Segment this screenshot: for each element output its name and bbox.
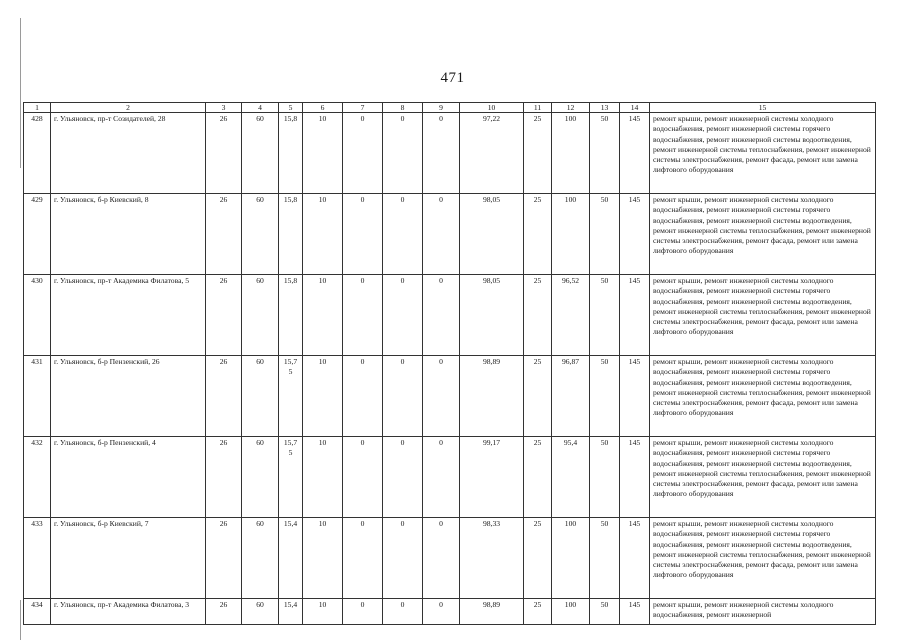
column-header: 2	[51, 103, 206, 113]
column-header: 3	[206, 103, 242, 113]
value-cell: 0	[383, 275, 423, 356]
value-cell: 50	[590, 275, 620, 356]
value-cell: 15,8	[279, 113, 303, 194]
value-cell: 25	[524, 437, 552, 518]
value-cell: 0	[423, 437, 460, 518]
works-cell: ремонт крыши, ремонт инженерной системы холодного водоснабжения, ремонт инженерной системы горячего водоснабжения, ремонт инженерной системы водоотведения, ремонт инженерной системы теплоснабжения, ремонт инженерной системы электроснабжения, ремонт фасада, ремонт или замена лифтового оборудования	[650, 275, 876, 356]
value-cell: 0	[423, 113, 460, 194]
value-cell: 60	[242, 113, 279, 194]
address-cell: г. Ульяновск, пр-т Созидателей, 28	[51, 113, 206, 194]
value-cell: 15,4	[279, 599, 303, 625]
row-number: 429	[24, 194, 51, 275]
value-cell: 145	[620, 599, 650, 625]
value-cell: 25	[524, 518, 552, 599]
column-header: 13	[590, 103, 620, 113]
scan-edge-mark	[20, 18, 21, 168]
value-cell: 100	[552, 113, 590, 194]
column-header: 15	[650, 103, 876, 113]
column-header: 5	[279, 103, 303, 113]
column-header: 12	[552, 103, 590, 113]
value-cell: 0	[383, 113, 423, 194]
value-cell: 50	[590, 518, 620, 599]
value-cell: 0	[343, 275, 383, 356]
value-cell: 145	[620, 518, 650, 599]
value-cell: 98,89	[460, 599, 524, 625]
value-cell: 0	[343, 113, 383, 194]
value-cell: 26	[206, 518, 242, 599]
works-cell: ремонт крыши, ремонт инженерной системы холодного водоснабжения, ремонт инженерной системы горячего водоснабжения, ремонт инженерной системы водоотведения, ремонт инженерной системы теплоснабжения, ремонт инженерной системы электроснабжения, ремонт фасада, ремонт или замена лифтового оборудования	[650, 113, 876, 194]
value-cell: 25	[524, 356, 552, 437]
value-cell: 50	[590, 437, 620, 518]
row-number: 428	[24, 113, 51, 194]
value-cell: 98,05	[460, 194, 524, 275]
value-cell: 26	[206, 356, 242, 437]
value-cell: 98,89	[460, 356, 524, 437]
value-cell: 99,17	[460, 437, 524, 518]
value-cell: 50	[590, 113, 620, 194]
header-row	[24, 103, 876, 113]
value-cell: 26	[206, 194, 242, 275]
table-row	[24, 275, 876, 356]
value-cell: 0	[423, 518, 460, 599]
value-cell: 60	[242, 599, 279, 625]
address-cell: г. Ульяновск, пр-т Академика Филатова, 5	[51, 275, 206, 356]
value-cell: 98,05	[460, 275, 524, 356]
table-row	[24, 113, 876, 194]
value-cell: 15,8	[279, 194, 303, 275]
value-cell: 145	[620, 437, 650, 518]
value-cell: 50	[590, 194, 620, 275]
column-header: 6	[303, 103, 343, 113]
value-cell: 60	[242, 437, 279, 518]
value-cell: 95,4	[552, 437, 590, 518]
column-header: 4	[242, 103, 279, 113]
row-number: 430	[24, 275, 51, 356]
address-cell: г. Ульяновск, б-р Пензенский, 4	[51, 437, 206, 518]
row-number: 433	[24, 518, 51, 599]
value-cell: 145	[620, 194, 650, 275]
value-cell: 60	[242, 275, 279, 356]
value-cell: 10	[303, 437, 343, 518]
value-cell: 60	[242, 518, 279, 599]
table-row	[24, 518, 876, 599]
value-cell: 97,22	[460, 113, 524, 194]
value-cell: 145	[620, 113, 650, 194]
value-cell: 15,8	[279, 275, 303, 356]
address-cell: г. Ульяновск, б-р Киевский, 8	[51, 194, 206, 275]
value-cell: 0	[343, 194, 383, 275]
column-header: 9	[423, 103, 460, 113]
value-cell: 96,52	[552, 275, 590, 356]
value-cell: 96,87	[552, 356, 590, 437]
page-number: 471	[440, 70, 465, 86]
value-cell: 50	[590, 599, 620, 625]
value-cell: 10	[303, 356, 343, 437]
works-cell: ремонт крыши, ремонт инженерной системы холодного водоснабжения, ремонт инженерной	[650, 599, 876, 625]
value-cell: 0	[423, 194, 460, 275]
value-cell: 25	[524, 275, 552, 356]
value-cell: 0	[383, 437, 423, 518]
value-cell: 10	[303, 113, 343, 194]
value-cell: 0	[423, 599, 460, 625]
value-cell: 15,75	[279, 356, 303, 437]
address-cell: г. Ульяновск, б-р Пензенский, 26	[51, 356, 206, 437]
table-row	[24, 437, 876, 518]
value-cell: 98,33	[460, 518, 524, 599]
value-cell: 60	[242, 356, 279, 437]
scan-edge-mark	[20, 600, 21, 640]
address-cell: г. Ульяновск, б-р Киевский, 7	[51, 518, 206, 599]
value-cell: 15,75	[279, 437, 303, 518]
value-cell: 0	[423, 356, 460, 437]
works-cell: ремонт крыши, ремонт инженерной системы холодного водоснабжения, ремонт инженерной системы горячего водоснабжения, ремонт инженерной системы водоотведения, ремонт инженерной системы теплоснабжения, ремонт инженерной системы электроснабжения, ремонт фасада, ремонт или замена лифтового оборудования	[650, 437, 876, 518]
value-cell: 10	[303, 599, 343, 625]
value-cell: 145	[620, 275, 650, 356]
value-cell: 10	[303, 275, 343, 356]
value-cell: 0	[343, 599, 383, 625]
row-number: 434	[24, 599, 51, 625]
value-cell: 0	[343, 518, 383, 599]
table-row	[24, 599, 876, 625]
value-cell: 0	[383, 599, 423, 625]
table-row	[24, 194, 876, 275]
row-number: 432	[24, 437, 51, 518]
value-cell: 26	[206, 275, 242, 356]
works-cell: ремонт крыши, ремонт инженерной системы холодного водоснабжения, ремонт инженерной системы горячего водоснабжения, ремонт инженерной системы водоотведения, ремонт инженерной системы теплоснабжения, ремонт инженерной системы электроснабжения, ремонт фасада, ремонт или замена лифтового оборудования	[650, 518, 876, 599]
row-number: 431	[24, 356, 51, 437]
value-cell: 0	[423, 275, 460, 356]
value-cell: 25	[524, 113, 552, 194]
value-cell: 10	[303, 518, 343, 599]
value-cell: 50	[590, 356, 620, 437]
column-header: 1	[24, 103, 51, 113]
value-cell: 100	[552, 194, 590, 275]
column-header: 8	[383, 103, 423, 113]
value-cell: 0	[383, 518, 423, 599]
value-cell: 10	[303, 194, 343, 275]
address-cell: г. Ульяновск, пр-т Академика Филатова, 3	[51, 599, 206, 625]
value-cell: 25	[524, 194, 552, 275]
repair-register-table	[23, 102, 876, 625]
value-cell: 0	[383, 356, 423, 437]
column-header: 14	[620, 103, 650, 113]
value-cell: 26	[206, 437, 242, 518]
works-cell: ремонт крыши, ремонт инженерной системы холодного водоснабжения, ремонт инженерной системы горячего водоснабжения, ремонт инженерной системы водоотведения, ремонт инженерной системы теплоснабжения, ремонт инженерной системы электроснабжения, ремонт фасада, ремонт или замена лифтового оборудования	[650, 356, 876, 437]
value-cell: 0	[343, 437, 383, 518]
value-cell: 25	[524, 599, 552, 625]
works-cell: ремонт крыши, ремонт инженерной системы холодного водоснабжения, ремонт инженерной системы горячего водоснабжения, ремонт инженерной системы водоотведения, ремонт инженерной системы теплоснабжения, ремонт инженерной системы электроснабжения, ремонт фасада, ремонт или замена лифтового оборудования	[650, 194, 876, 275]
column-header: 11	[524, 103, 552, 113]
column-header: 7	[343, 103, 383, 113]
value-cell: 60	[242, 194, 279, 275]
value-cell: 26	[206, 113, 242, 194]
value-cell: 145	[620, 356, 650, 437]
value-cell: 26	[206, 599, 242, 625]
table-row	[24, 356, 876, 437]
value-cell: 0	[383, 194, 423, 275]
value-cell: 15,4	[279, 518, 303, 599]
value-cell: 100	[552, 518, 590, 599]
column-header: 10	[460, 103, 524, 113]
value-cell: 0	[343, 356, 383, 437]
value-cell: 100	[552, 599, 590, 625]
